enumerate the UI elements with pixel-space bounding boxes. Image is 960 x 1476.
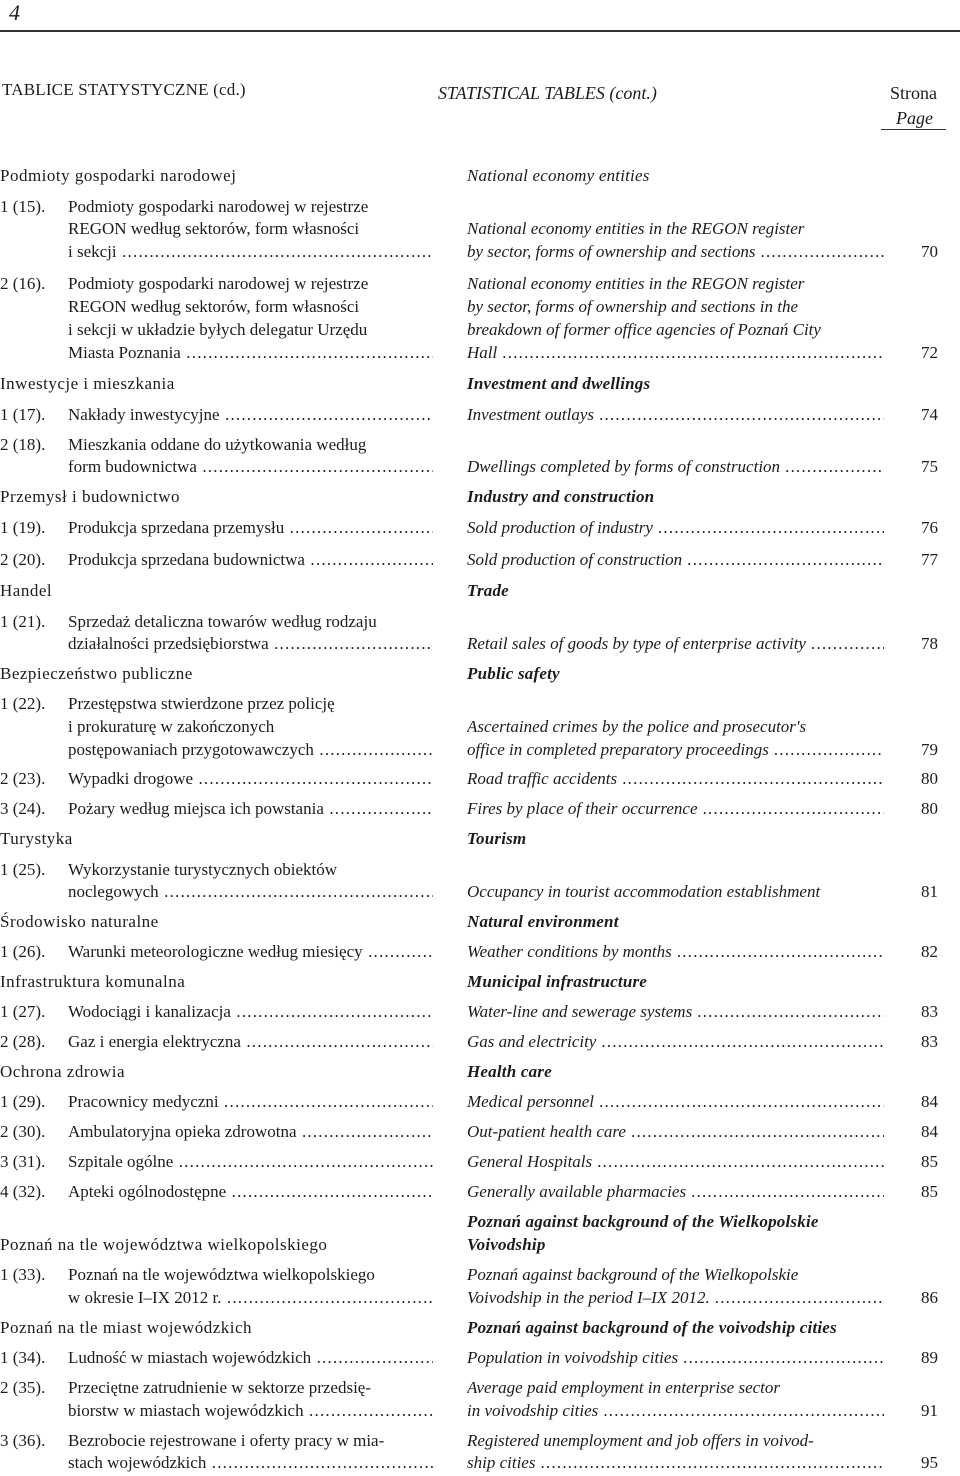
table-entry-pl-cont: i prokuraturę w zakończonych bbox=[68, 717, 275, 736]
table-entry-pl[interactable]: 1 (25). Wykorzystanie turystycznych obiektów bbox=[0, 860, 338, 879]
page-ref[interactable]: 70 bbox=[921, 242, 938, 261]
table-entry-pl[interactable]: 3 (36). Bezrobocie rejestrowane i oferty pracy w mia- bbox=[0, 1431, 385, 1450]
page-ref[interactable]: 86 bbox=[921, 1288, 938, 1307]
section-heading-en-cont: Voivodship bbox=[467, 1235, 546, 1254]
table-entry-pl[interactable]: 1 (27). Wodociągi i kanalizacja ..... bbox=[0, 1001, 433, 1023]
page-ref[interactable]: 80 bbox=[921, 769, 938, 788]
table-entry-en[interactable]: Weather conditions by months ..... bbox=[467, 941, 884, 963]
table-entry-pl[interactable]: 3 (31). Szpitale ogólne ..... bbox=[0, 1151, 433, 1173]
page-number: 4 bbox=[9, 0, 20, 25]
table-entry-pl[interactable]: 2 (23). Wypadki drogowe ..... bbox=[0, 768, 433, 790]
table-entry-pl-cont: Miasta Poznania ..... bbox=[0, 342, 433, 364]
section-heading-pl: Bezpieczeństwo publiczne bbox=[0, 664, 193, 683]
table-entry-en[interactable]: Fires by place of their occurrence ..... bbox=[467, 798, 884, 820]
table-entry-en[interactable]: Dwellings completed by forms of construction ..... bbox=[467, 456, 884, 478]
page-ref[interactable]: 81 bbox=[921, 882, 938, 901]
section-heading-pl: Ochrona zdrowia bbox=[0, 1062, 126, 1081]
table-entry-pl[interactable]: 2 (16). Podmioty gospodarki narodowej w rejestrze bbox=[0, 274, 369, 293]
table-entry-pl[interactable]: 1 (34). Ludność w miastach wojewódzkich ..... bbox=[0, 1347, 433, 1369]
table-entry-pl-cont: form budownictwa ..... bbox=[0, 456, 433, 478]
page-ref[interactable]: 75 bbox=[921, 457, 938, 476]
section-heading-pl: Środowisko naturalne bbox=[0, 912, 159, 931]
table-entry-en[interactable]: Generally available pharmacies ..... bbox=[467, 1181, 884, 1203]
table-entry-en[interactable]: Investment outlays ..... bbox=[467, 404, 884, 426]
table-entry-pl-cont: postępowaniach przygotowawczych ..... bbox=[0, 739, 433, 761]
table-entry-pl[interactable]: 1 (22). Przestępstwa stwierdzone przez policję bbox=[0, 694, 335, 713]
section-heading-en: Health care bbox=[467, 1062, 552, 1081]
section-heading-pl: Handel bbox=[0, 581, 53, 600]
section-heading-pl: Podmioty gospodarki narodowej bbox=[0, 166, 237, 185]
section-heading-en: Municipal infrastructure bbox=[467, 972, 648, 991]
table-entry-pl[interactable]: 2 (18). Mieszkania oddane do użytkowania według bbox=[0, 435, 367, 454]
page-ref[interactable]: 83 bbox=[921, 1002, 938, 1021]
page-ref[interactable]: 83 bbox=[921, 1032, 938, 1051]
section-heading-pl: Poznań na tle miast wojewódzkich bbox=[0, 1318, 253, 1337]
table-entry-en-cont: Voivodship in the period I–IX 2012. ..... bbox=[467, 1287, 884, 1309]
table-entry-en-cont: breakdown of former office agencies of Poznań City bbox=[467, 320, 821, 339]
header-title-pl: TABLICE STATYSTYCZNE (cd.) bbox=[2, 80, 246, 99]
page-ref[interactable]: 95 bbox=[921, 1453, 938, 1472]
table-entry-en[interactable]: Out-patient health care ..... bbox=[467, 1121, 884, 1143]
table-entry-pl[interactable]: 2 (30). Ambulatoryjna opieka zdrowotna ..... bbox=[0, 1121, 433, 1143]
page-ref[interactable]: 82 bbox=[921, 942, 938, 961]
top-rule bbox=[0, 30, 960, 32]
table-entry-en[interactable]: General Hospitals ..... bbox=[467, 1151, 884, 1173]
table-entry-en-cont: ship cities ..... bbox=[467, 1452, 884, 1474]
table-entry-en-cont: by sector, forms of ownership and sections in the bbox=[467, 297, 799, 316]
table-entry-en[interactable]: Ascertained crimes by the police and prosecutor's bbox=[467, 717, 807, 736]
table-entry-pl-cont: i sekcji ..... bbox=[0, 241, 433, 263]
table-entry-en[interactable]: Medical personnel ..... bbox=[467, 1091, 884, 1113]
table-entry-en-cont: Hall ..... bbox=[467, 342, 884, 364]
page-ref[interactable]: 76 bbox=[921, 518, 938, 537]
table-entry-en[interactable]: Sold production of construction ..... bbox=[467, 549, 884, 571]
table-entry-pl-cont: i sekcji w układzie byłych delegatur Urzędu bbox=[68, 320, 368, 339]
table-entry-pl-cont: REGON według sektorów, form własności bbox=[68, 297, 360, 316]
table-entry-en-cont: office in completed preparatory proceedings ..... bbox=[467, 739, 884, 761]
table-entry-pl[interactable]: 1 (21). Sprzedaż detaliczna towarów według rodzaju bbox=[0, 612, 377, 631]
section-heading-pl: Przemysł i budownictwo bbox=[0, 487, 181, 506]
table-entry-en[interactable]: Retail sales of goods by type of enterprise activity ..... bbox=[467, 633, 884, 655]
section-heading-pl: Turystyka bbox=[0, 829, 73, 848]
table-entry-pl-cont: w okresie I–IX 2012 r. ..... bbox=[0, 1287, 433, 1309]
table-entry-pl-cont: REGON według sektorów, form własności bbox=[68, 219, 360, 238]
table-entry-en[interactable]: Water-line and sewerage systems ..... bbox=[467, 1001, 884, 1023]
table-entry-pl-cont: noclegowych ..... bbox=[0, 881, 433, 903]
page-ref[interactable]: 74 bbox=[921, 405, 938, 424]
page-ref[interactable]: 89 bbox=[921, 1348, 938, 1367]
table-entry-pl[interactable]: 1 (15). Podmioty gospodarki narodowej w rejestrze bbox=[0, 197, 369, 216]
section-heading-en: Investment and dwellings bbox=[467, 374, 651, 393]
section-heading-pl: Poznań na tle województwa wielkopolskiego bbox=[0, 1235, 328, 1254]
table-entry-pl[interactable]: 4 (32). Apteki ogólnodostępne ..... bbox=[0, 1181, 433, 1203]
page-ref[interactable]: 80 bbox=[921, 799, 938, 818]
page-ref[interactable]: 72 bbox=[921, 343, 938, 362]
table-entry-en[interactable]: Poznań against background of the Wielkopolskie bbox=[467, 1265, 799, 1284]
table-entry-pl[interactable]: 1 (29). Pracownicy medyczni ..... bbox=[0, 1091, 433, 1113]
page-ref[interactable]: 79 bbox=[921, 740, 938, 759]
table-entry-pl-cont: działalności przedsiębiorstwa ..... bbox=[0, 633, 433, 655]
table-entry-en[interactable]: Population in voivodship cities ..... bbox=[467, 1347, 884, 1369]
header-page-underline bbox=[881, 129, 946, 130]
section-heading-en: Poznań against background of the voivodship cities bbox=[467, 1318, 837, 1337]
section-heading-en: National economy entities bbox=[467, 166, 650, 185]
table-entry-pl-cont: stach wojewódzkich ..... bbox=[0, 1452, 433, 1474]
page-ref[interactable]: 77 bbox=[921, 550, 938, 569]
table-entry-en[interactable]: Road traffic accidents ..... bbox=[467, 768, 884, 790]
page-ref[interactable]: 85 bbox=[921, 1182, 938, 1201]
table-entry-pl[interactable]: 2 (20). Produkcja sprzedana budownictwa ..... bbox=[0, 549, 433, 571]
header-title-en: STATISTICAL TABLES (cont.) bbox=[438, 83, 657, 103]
table-entry-en[interactable]: National economy entities in the REGON register bbox=[467, 219, 805, 238]
page-ref[interactable]: 84 bbox=[921, 1122, 938, 1141]
table-entry-en-cont: in voivodship cities ..... bbox=[467, 1400, 884, 1422]
section-heading-pl: Infrastruktura komunalna bbox=[0, 972, 186, 991]
table-entry-pl[interactable]: 1 (33). Poznań na tle województwa wielkopolskiego bbox=[0, 1265, 375, 1284]
section-heading-en: Poznań against background of the Wielkopolskie bbox=[467, 1212, 819, 1231]
section-heading-pl: Inwestycje i mieszkania bbox=[0, 374, 175, 393]
section-heading-en: Industry and construction bbox=[467, 487, 655, 506]
header-strona: Strona bbox=[890, 83, 937, 103]
page-ref[interactable]: 84 bbox=[921, 1092, 938, 1111]
table-entry-pl[interactable]: 2 (28). Gaz i energia elektryczna ..... bbox=[0, 1031, 433, 1053]
section-heading-en: Natural environment bbox=[467, 912, 619, 931]
table-entry-en[interactable]: Average paid employment in enterprise sector bbox=[467, 1378, 781, 1397]
header-page: Page bbox=[896, 108, 933, 128]
table-entry-pl[interactable]: 1 (17). Nakłady inwestycyjne ..... bbox=[0, 404, 433, 426]
table-entry-pl-cont: biorstw w miastach wojewódzkich ..... bbox=[0, 1400, 433, 1422]
table-entry-en[interactable]: Occupancy in tourist accommodation establishment bbox=[467, 882, 821, 901]
table-entry-pl[interactable]: 1 (26). Warunki meteorologiczne według miesięcy ..... bbox=[0, 941, 433, 963]
table-entry-pl[interactable]: 1 (19). Produkcja sprzedana przemysłu ..... bbox=[0, 517, 433, 539]
table-entry-en-cont: by sector, forms of ownership and sections ..... bbox=[467, 241, 884, 263]
table-entry-en[interactable]: Gas and electricity ..... bbox=[467, 1031, 884, 1053]
section-heading-en: Public safety bbox=[467, 664, 560, 683]
section-heading-en: Tourism bbox=[467, 829, 527, 848]
table-entry-en[interactable]: Sold production of industry ..... bbox=[467, 517, 884, 539]
section-heading-en: Trade bbox=[467, 581, 509, 600]
page-ref[interactable]: 85 bbox=[921, 1152, 938, 1171]
page-ref[interactable]: 91 bbox=[921, 1401, 938, 1420]
table-entry-pl[interactable]: 2 (35). Przeciętne zatrudnienie w sektorze przedsię- bbox=[0, 1378, 372, 1397]
table-entry-pl[interactable]: 3 (24). Pożary według miejsca ich powstania ..... bbox=[0, 798, 433, 820]
table-entry-en[interactable]: National economy entities in the REGON register bbox=[467, 274, 805, 293]
page-ref[interactable]: 78 bbox=[921, 634, 938, 653]
table-entry-en[interactable]: Registered unemployment and job offers in voivod- bbox=[467, 1431, 814, 1450]
